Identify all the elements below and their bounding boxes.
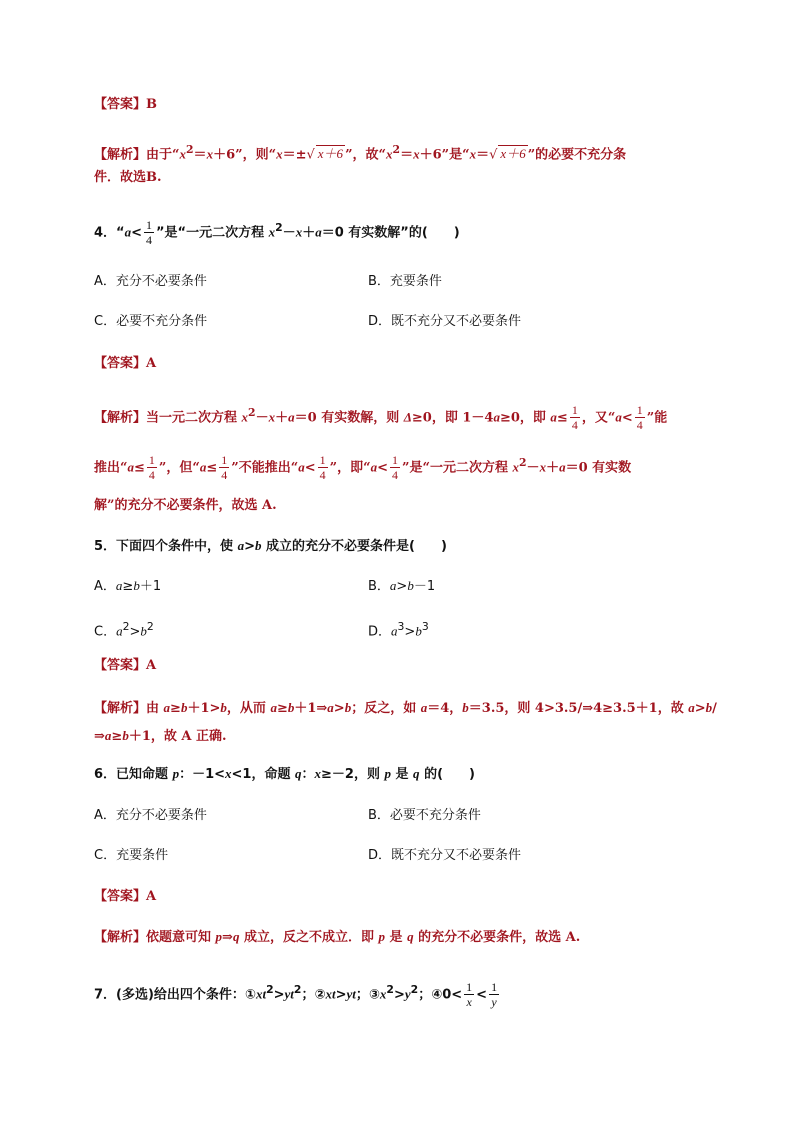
q4-question bbox=[94, 218, 460, 247]
var: b bbox=[220, 700, 227, 715]
q4-option-d: D．既不充分又不必要条件 bbox=[368, 314, 522, 329]
answer-label: 【答案】 bbox=[94, 356, 147, 371]
sup: 2 bbox=[248, 406, 256, 419]
text: 由于“ bbox=[146, 147, 180, 163]
text: ＋1⇒ bbox=[294, 701, 328, 716]
sqrt-expr: x＋6 bbox=[317, 146, 344, 162]
text: ≥ bbox=[276, 701, 288, 716]
var: a bbox=[270, 700, 277, 715]
text: > bbox=[393, 987, 405, 1003]
q4-option-a: A．充分不必要条件 bbox=[94, 274, 207, 289]
text: ：－1< bbox=[179, 767, 226, 782]
q5-answer-line bbox=[94, 656, 156, 676]
q4-answer-line bbox=[94, 354, 156, 374]
text: ”是“一元二次方程 bbox=[156, 225, 269, 241]
text: ＝0 有实数 bbox=[565, 460, 632, 476]
sup: 2 bbox=[293, 983, 302, 996]
var: x bbox=[268, 409, 276, 425]
text: ；③ bbox=[355, 987, 380, 1003]
q6-answer-line bbox=[94, 887, 156, 907]
explanation-label: 【解析】 bbox=[94, 410, 147, 426]
q3-answer: B bbox=[146, 97, 158, 112]
fraction bbox=[147, 453, 157, 482]
text: > bbox=[273, 987, 285, 1003]
text: ”的必要不充分条 bbox=[527, 147, 627, 163]
var: x bbox=[206, 146, 214, 162]
sup: 2 bbox=[386, 983, 394, 996]
fraction bbox=[489, 980, 499, 1009]
sup: 2 bbox=[392, 143, 401, 156]
var: q bbox=[232, 929, 240, 944]
var: a bbox=[493, 409, 500, 425]
text: ≥0，即 bbox=[499, 410, 551, 426]
text: 由 bbox=[146, 701, 164, 716]
var: yt bbox=[346, 986, 356, 1002]
text: － bbox=[255, 410, 269, 426]
text: ”是“一元二次方程 bbox=[402, 460, 513, 476]
denominator: 4 bbox=[392, 468, 399, 483]
var: xt bbox=[325, 986, 336, 1002]
var: x bbox=[386, 146, 393, 162]
text: ⇒ bbox=[94, 729, 105, 744]
text: ≥ bbox=[170, 701, 181, 716]
var: a bbox=[420, 700, 428, 715]
fraction bbox=[318, 453, 328, 482]
text: ≤ bbox=[133, 460, 145, 476]
var: t bbox=[290, 986, 294, 1002]
text: ≤ bbox=[556, 410, 568, 426]
var: q bbox=[407, 929, 414, 944]
text: > bbox=[396, 579, 408, 594]
answer-label: 【答案】 bbox=[94, 889, 147, 904]
text: D． bbox=[368, 624, 392, 640]
text: < bbox=[131, 225, 142, 241]
text: ： bbox=[301, 767, 315, 782]
q6-question bbox=[94, 764, 475, 785]
text: － bbox=[526, 460, 540, 476]
text: > bbox=[404, 624, 416, 640]
text: 已知命题 bbox=[116, 767, 173, 782]
var: b bbox=[140, 623, 147, 639]
question-number: 5． bbox=[94, 539, 117, 554]
numerator: 1 bbox=[636, 403, 643, 418]
var: a bbox=[104, 728, 112, 743]
denominator: 4 bbox=[319, 468, 326, 483]
q6-answer: A bbox=[146, 889, 157, 904]
var: q bbox=[295, 766, 302, 781]
radical-sign: √ bbox=[489, 147, 498, 163]
denominator: y bbox=[491, 995, 497, 1010]
fraction bbox=[390, 453, 400, 482]
sup: 3 bbox=[397, 620, 405, 633]
var: x bbox=[539, 459, 547, 475]
sqrt-expr: x＋6 bbox=[500, 146, 526, 162]
text: ≥ bbox=[122, 579, 134, 594]
text: ＋ bbox=[275, 410, 289, 426]
var: b bbox=[287, 700, 295, 715]
text: ＋ bbox=[546, 460, 560, 476]
var: a bbox=[688, 700, 695, 715]
text: ≤ bbox=[206, 460, 218, 476]
q7-question bbox=[94, 980, 501, 1009]
q6-option-a: A．充分不必要条件 bbox=[94, 808, 207, 823]
var: a bbox=[116, 623, 123, 639]
text: ≥ bbox=[111, 729, 123, 744]
var: a bbox=[559, 459, 566, 475]
sup: 2 bbox=[519, 456, 527, 469]
text: ＝0 有实数解”的( ) bbox=[321, 225, 460, 241]
text: > bbox=[244, 539, 255, 554]
numerator: 1 bbox=[466, 980, 473, 995]
var: x bbox=[469, 146, 477, 162]
sup: 3 bbox=[421, 620, 429, 633]
text: C． bbox=[94, 624, 117, 640]
var: x bbox=[241, 409, 249, 425]
text: ＝ bbox=[400, 147, 414, 163]
var: q bbox=[413, 766, 420, 781]
var: a bbox=[389, 578, 397, 593]
text: 的充分不必要条件，故选 A. bbox=[413, 930, 581, 945]
question-number: 6． bbox=[94, 767, 117, 782]
numerator: 1 bbox=[571, 403, 578, 418]
var: b bbox=[133, 578, 140, 593]
text: 下面四个条件中，使 bbox=[116, 539, 238, 554]
text: ≥0，即 1－4 bbox=[411, 410, 494, 426]
text: ”，故“ bbox=[345, 147, 387, 163]
text: ”能 bbox=[646, 410, 668, 426]
denominator: 4 bbox=[571, 418, 578, 433]
var: x bbox=[276, 146, 283, 162]
text: ；② bbox=[301, 987, 326, 1003]
fraction bbox=[144, 218, 154, 247]
sup: 2 bbox=[146, 620, 154, 633]
text: A． bbox=[94, 579, 116, 594]
var: x bbox=[179, 146, 186, 162]
text: ”不能推出“ bbox=[231, 460, 299, 476]
var: x bbox=[379, 986, 387, 1002]
q5-option-b bbox=[368, 576, 435, 597]
numerator: 1 bbox=[319, 453, 326, 468]
denominator: 4 bbox=[148, 468, 155, 483]
text: 是 bbox=[385, 930, 408, 945]
text: 当一元二次方程 bbox=[146, 410, 242, 426]
text: 推出“ bbox=[94, 460, 128, 476]
var: y bbox=[284, 986, 291, 1002]
text: ＋1，故 A 正确. bbox=[128, 729, 227, 744]
var: a bbox=[391, 623, 398, 639]
text: ＝ bbox=[476, 147, 490, 163]
var: a bbox=[124, 224, 132, 240]
explanation-label: 【解析】 bbox=[94, 147, 147, 163]
explanation-label: 【解析】 bbox=[94, 930, 147, 945]
text: 件．故选B. bbox=[94, 170, 162, 185]
text: ；④0< bbox=[418, 987, 463, 1003]
text: > bbox=[129, 624, 141, 640]
text: < bbox=[476, 987, 488, 1003]
q4-option-b: B．充要条件 bbox=[368, 274, 442, 289]
var: x bbox=[512, 459, 519, 475]
text: B． bbox=[368, 579, 390, 594]
var: a bbox=[298, 459, 305, 475]
text: ”，但“ bbox=[158, 460, 200, 476]
q5-option-c bbox=[94, 617, 154, 642]
text: < bbox=[304, 460, 316, 476]
var: b bbox=[344, 700, 352, 715]
q4-explanation-line2 bbox=[94, 453, 631, 482]
var: x bbox=[255, 986, 263, 1002]
var: b bbox=[122, 728, 129, 743]
var: a bbox=[199, 459, 207, 475]
q4-explanation-line1 bbox=[94, 403, 667, 432]
text: <1，命题 bbox=[231, 767, 295, 782]
radical-sign: √ bbox=[306, 147, 315, 163]
var: x bbox=[268, 224, 276, 240]
sup: 2 bbox=[122, 620, 130, 633]
text: < bbox=[377, 460, 389, 476]
var: x bbox=[295, 224, 303, 240]
fraction bbox=[635, 403, 645, 432]
var: a bbox=[115, 578, 123, 593]
text: 的( ) bbox=[419, 767, 475, 782]
fraction bbox=[570, 403, 580, 432]
var: a bbox=[127, 459, 134, 475]
text: < bbox=[621, 410, 633, 426]
denominator: 4 bbox=[636, 418, 643, 433]
answer-label: 【答案】 bbox=[94, 97, 147, 112]
text: (多选)给出四个条件：① bbox=[116, 987, 256, 1003]
text: － bbox=[282, 225, 296, 241]
var: b bbox=[705, 700, 713, 715]
var: p bbox=[378, 929, 386, 944]
text: > bbox=[694, 701, 706, 716]
answer-label: 【答案】 bbox=[94, 658, 147, 673]
numerator: 1 bbox=[148, 453, 155, 468]
sup: 2 bbox=[275, 221, 283, 234]
text: ＝0 有实数解，则 bbox=[294, 410, 404, 426]
text: ≥－2，则 bbox=[321, 767, 385, 782]
var: y bbox=[404, 986, 411, 1002]
question-number: 7． bbox=[94, 987, 117, 1003]
q6-option-c: C．充要条件 bbox=[94, 848, 169, 863]
fraction bbox=[464, 980, 474, 1009]
q5-explanation-line1 bbox=[94, 698, 717, 719]
text: ”，即“ bbox=[329, 460, 371, 476]
denominator: x bbox=[466, 995, 472, 1010]
text: ＝ bbox=[193, 147, 207, 163]
var: t bbox=[262, 986, 267, 1002]
var: b bbox=[180, 700, 188, 715]
text: 成立的充分不必要条件是( ) bbox=[261, 539, 447, 554]
var: b bbox=[254, 538, 262, 553]
var: p bbox=[215, 929, 223, 944]
text: > bbox=[335, 987, 347, 1003]
numerator: 1 bbox=[221, 453, 228, 468]
question-number: 4． bbox=[94, 225, 117, 241]
q5-question bbox=[94, 536, 447, 557]
q6-option-b: B．必要不充分条件 bbox=[368, 808, 481, 823]
q3-explanation-line1 bbox=[94, 140, 626, 165]
numerator: 1 bbox=[491, 980, 498, 995]
var: x bbox=[413, 146, 420, 162]
text: ，从而 bbox=[226, 701, 271, 716]
text: > bbox=[333, 701, 345, 716]
text: / bbox=[712, 701, 717, 716]
var: Δ bbox=[403, 409, 412, 425]
text: ＋ bbox=[302, 225, 316, 241]
explanation-label: 【解析】 bbox=[94, 701, 147, 716]
fraction bbox=[219, 453, 229, 482]
text: －1 bbox=[413, 579, 436, 594]
var: a bbox=[550, 409, 557, 425]
q4-answer: A bbox=[146, 356, 157, 371]
sup: 2 bbox=[410, 983, 419, 996]
numerator: 1 bbox=[392, 453, 399, 468]
q5-explanation-line2 bbox=[94, 726, 227, 747]
var: a bbox=[327, 700, 334, 715]
text: ＋1 bbox=[139, 579, 162, 594]
q5-option-d bbox=[368, 617, 429, 642]
text: ＋6”是“ bbox=[419, 147, 470, 163]
q4-explanation-line3: 解”的充分不必要条件，故选 A. bbox=[94, 498, 277, 513]
text: “ bbox=[116, 225, 125, 241]
var: a bbox=[288, 409, 295, 425]
text: ，又“ bbox=[581, 410, 616, 426]
var: a bbox=[163, 700, 171, 715]
denominator: 4 bbox=[146, 233, 152, 248]
q3-answer-line bbox=[94, 95, 157, 115]
q4-option-c: C．必要不充分条件 bbox=[94, 314, 208, 329]
text: ＝3.5，则 4>3.5/⇒4≥3.5＋1，故 bbox=[468, 701, 689, 716]
text: ＋6”，则“ bbox=[213, 147, 277, 163]
var: p bbox=[172, 766, 180, 781]
sup: 2 bbox=[186, 143, 194, 156]
var: a bbox=[615, 409, 622, 425]
var: b bbox=[415, 623, 422, 639]
numerator: 1 bbox=[146, 218, 152, 233]
var: b bbox=[407, 578, 414, 593]
q3-explanation-line2 bbox=[94, 168, 162, 188]
q5-answer: A bbox=[146, 658, 157, 673]
text: 是 bbox=[390, 767, 414, 782]
var: b bbox=[462, 700, 469, 715]
text: ＋1> bbox=[187, 701, 221, 716]
text: ＝4， bbox=[427, 701, 463, 716]
var: x bbox=[225, 766, 232, 781]
var: a bbox=[370, 459, 378, 475]
sup: 2 bbox=[266, 983, 274, 996]
text: 成立，反之不成立．即 bbox=[239, 930, 379, 945]
text: ⇒ bbox=[222, 930, 233, 945]
denominator: 4 bbox=[221, 468, 228, 483]
q5-option-a bbox=[94, 576, 161, 597]
text: ＝± bbox=[282, 147, 307, 163]
text: 依题意可知 bbox=[146, 930, 216, 945]
text: ；反之，如 bbox=[351, 701, 421, 716]
var: a bbox=[315, 224, 322, 240]
q6-option-d: D．既不充分又不必要条件 bbox=[368, 848, 522, 863]
var: a bbox=[237, 538, 245, 553]
q6-explanation-line1 bbox=[94, 927, 580, 948]
var: x bbox=[314, 766, 322, 781]
var: p bbox=[384, 766, 391, 781]
